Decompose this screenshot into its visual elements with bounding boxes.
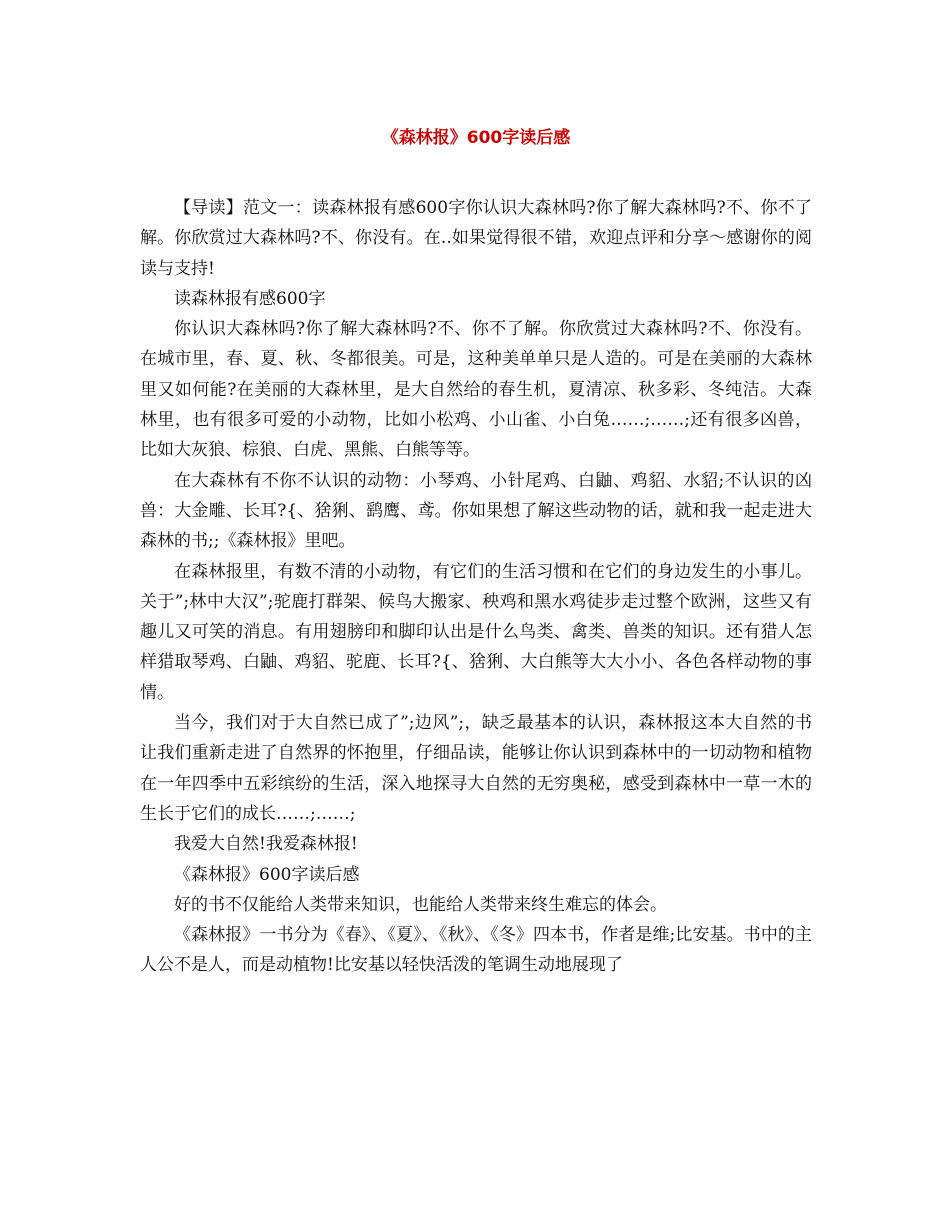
paragraph: 你认识大森林吗?你了解大森林吗?不、你不了解。你欣赏过大森林吗?不、你没有。在城市里，春、夏、秋、冬都很美。可是，这种美单单只是人造的。可是在美丽的大森林里又如何能?在美丽的大森林里，是大自然给的春生机，夏清凉、秋多彩、冬纯洁。大森林里，也有很多可爱的小动物，比如小松鸡、小山雀、小白兔……;……;还有很多凶兽，比如大灰狼、棕狼、白虎、黑熊、白熊等等。 (140, 319, 812, 461)
paragraph: 当今，我们对于大自然已成了”;边风”;，缺乏最基本的认识，森林报这本大自然的书让我们重新走进了自然界的怀抱里，仔细品读，能够让你认识到森林中的一切动物和植物在一年四季中五彩缤纷的生活，深入地探寻大自然的无穷奥秘，感受到森林中一草一木的生长于它们的成长……;……; (140, 713, 812, 824)
paragraph-subtitle-2: 《森林报》600字读后感 (174, 864, 360, 885)
paragraph: 好的书不仅能给人类带来知识，也能给人类带来终生难忘的体会。 (174, 894, 667, 915)
paragraph: 我爱大自然!我爱森林报! (174, 834, 358, 855)
document-body (140, 193, 812, 981)
paragraph-intro: 【导读】范文一：读森林报有感600字你认识大森林吗?你了解大森林吗?不、你不了解。你欣赏过大森林吗?不、你没有。在..如果觉得很不错，欢迎点评和分享～感谢你的阅读与支持! (140, 198, 812, 279)
paragraph: 《森林报》一书分为《春》、《夏》、《秋》、《冬》四本书，作者是维;比安基。书中的主人公不是人，而是动植物!比安基以轻快活泼的笔调生动地展现了 (140, 925, 812, 976)
paragraph-subtitle-1: 读森林报有感600字 (174, 288, 326, 309)
paragraph: 在大森林有不你不认识的动物：小琴鸡、小针尾鸡、白鼬、鸡貂、水貂;不认识的凶兽：大金雕、长耳?{、猞猁、鹞鹰、鸢。你如果想了解这些动物的话，就和我一起走进大森林的书;;《森林报》里吧。 (140, 470, 812, 552)
document-title: 《森林报》600字读后感 (381, 128, 571, 148)
paragraph: 在森林报里，有数不清的小动物，有它们的生活习惯和在它们的身边发生的小事儿。关于”;林中大汉”;驼鹿打群架、候鸟大搬家、秧鸡和黑水鸡徒步走过整个欧洲，这些又有趣儿又可笑的消息。有用翅膀印和脚印认出是什么鸟类、禽类、兽类的知识。还有猎人怎样猎取琴鸡、白鼬、鸡貂、驼鹿、长耳?{、猞猁、大白熊等大大小小、各色各样动物的事情。 (140, 561, 812, 703)
